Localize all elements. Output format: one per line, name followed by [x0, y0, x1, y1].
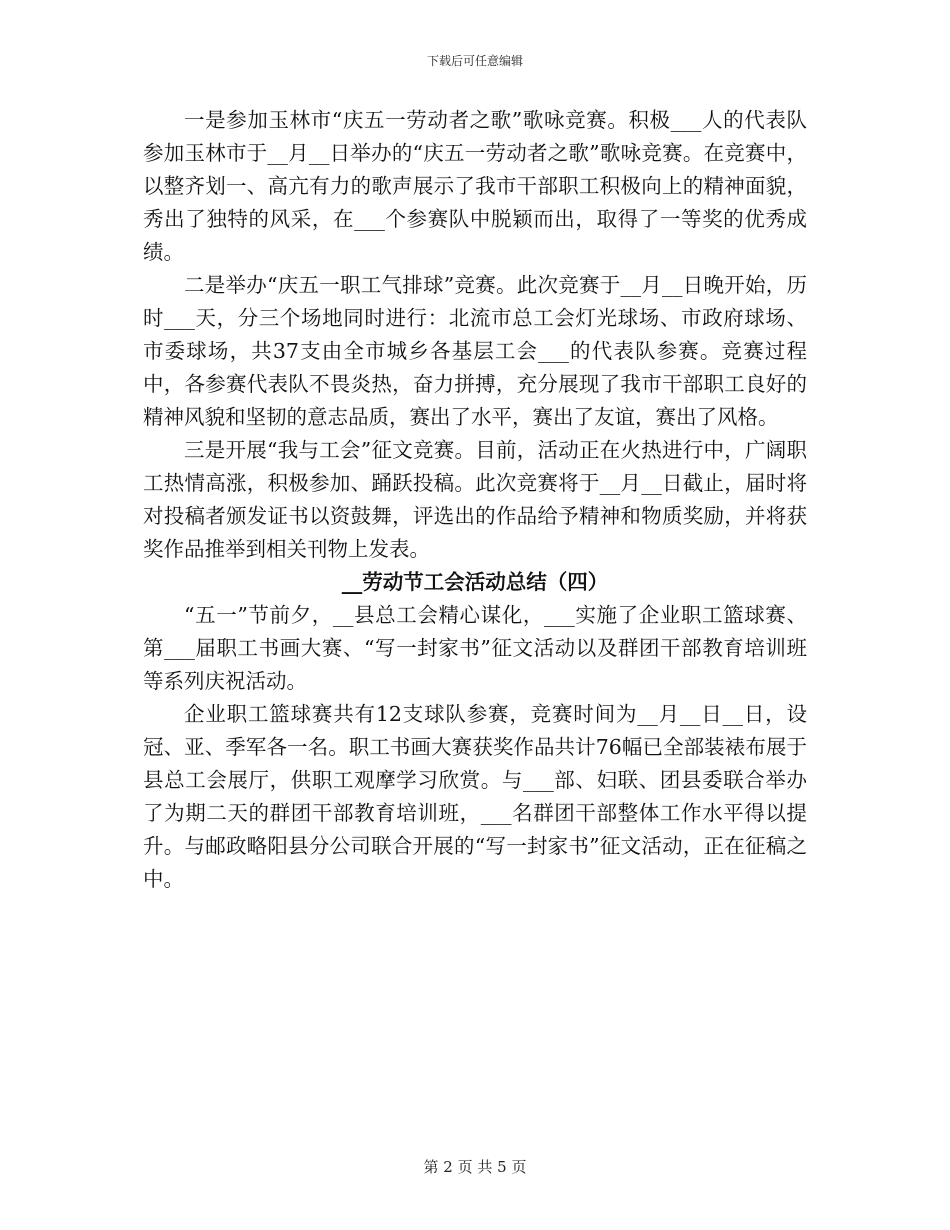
- paragraph-basketball-calligraphy: 企业职工篮球赛共有12支球队参赛，竞赛时间为__月__日__日，设冠、亚、季军各一名。职工书画大赛获奖作品共计76幅已全部装裱布展于县总工会展厅，供职工观摩学习欣赏。与___部、妇联、团县委联合举办了为期二天的群团干部教育培训班，___名群团干部整体工作水平得以提升。与邮政略阳县分公司联合开展的“写一封家书”征文活动，正在征稿之中。: [143, 702, 807, 891]
- paragraph-essay-contest: 三是开展“我与工会”征文竞赛。目前，活动正在火热进行中，广阔职工热情高涨，积极参加、踊跃投稿。此次竞赛将于__月__日截止，届时将对投稿者颁发证书以资鼓舞，评选出的作品给予精神和物质奖励，并将获奖作品推举到相关刊物上发表。: [143, 438, 807, 561]
- paragraph-may-day-activities: “五一”节前夕，__县总工会精心谋化，___实施了企业职工篮球赛、第___届职工书画大赛、“写一封家书”征文活动以及群团干部教育培训班等系列庆祝活动。: [143, 603, 807, 693]
- section-title: __劳动节工会活动总结（四）: [341, 570, 609, 594]
- paragraph-singing-contest: 一是参加玉林市“庆五一劳动者之歌”歌咏竞赛。积极___人的代表队参加玉林市于__月__日举办的“庆五一劳动者之歌”歌咏竞赛。在竞赛中，以整齐划一、高亢有力的歌声展示了我市干部职工积极向上的精神面貌，秀出了独特的风采，在___个参赛队中脱颖而出，取得了一等奖的优秀成绩。: [143, 108, 807, 264]
- page-header-note: 下载后可任意编辑: [426, 54, 523, 68]
- document-body: [143, 104, 807, 896]
- paragraph-volleyball-contest: 二是举办“庆五一职工气排球”竞赛。此次竞赛于__月__日晚开始，历时___天，分三个场地同时进行：北流市总工会灯光球场、市政府球场、市委球场，共37支由全市城乡各基层工会___的代表队参赛。竞赛过程中，各参赛代表队不畏炎热，奋力拼搏，充分展现了我市干部职工良好的精神风貌和坚韧的意志品质，赛出了水平，赛出了友谊，赛出了风格。: [143, 273, 807, 429]
- page-number: 第 2 页 共 5 页: [423, 1158, 527, 1176]
